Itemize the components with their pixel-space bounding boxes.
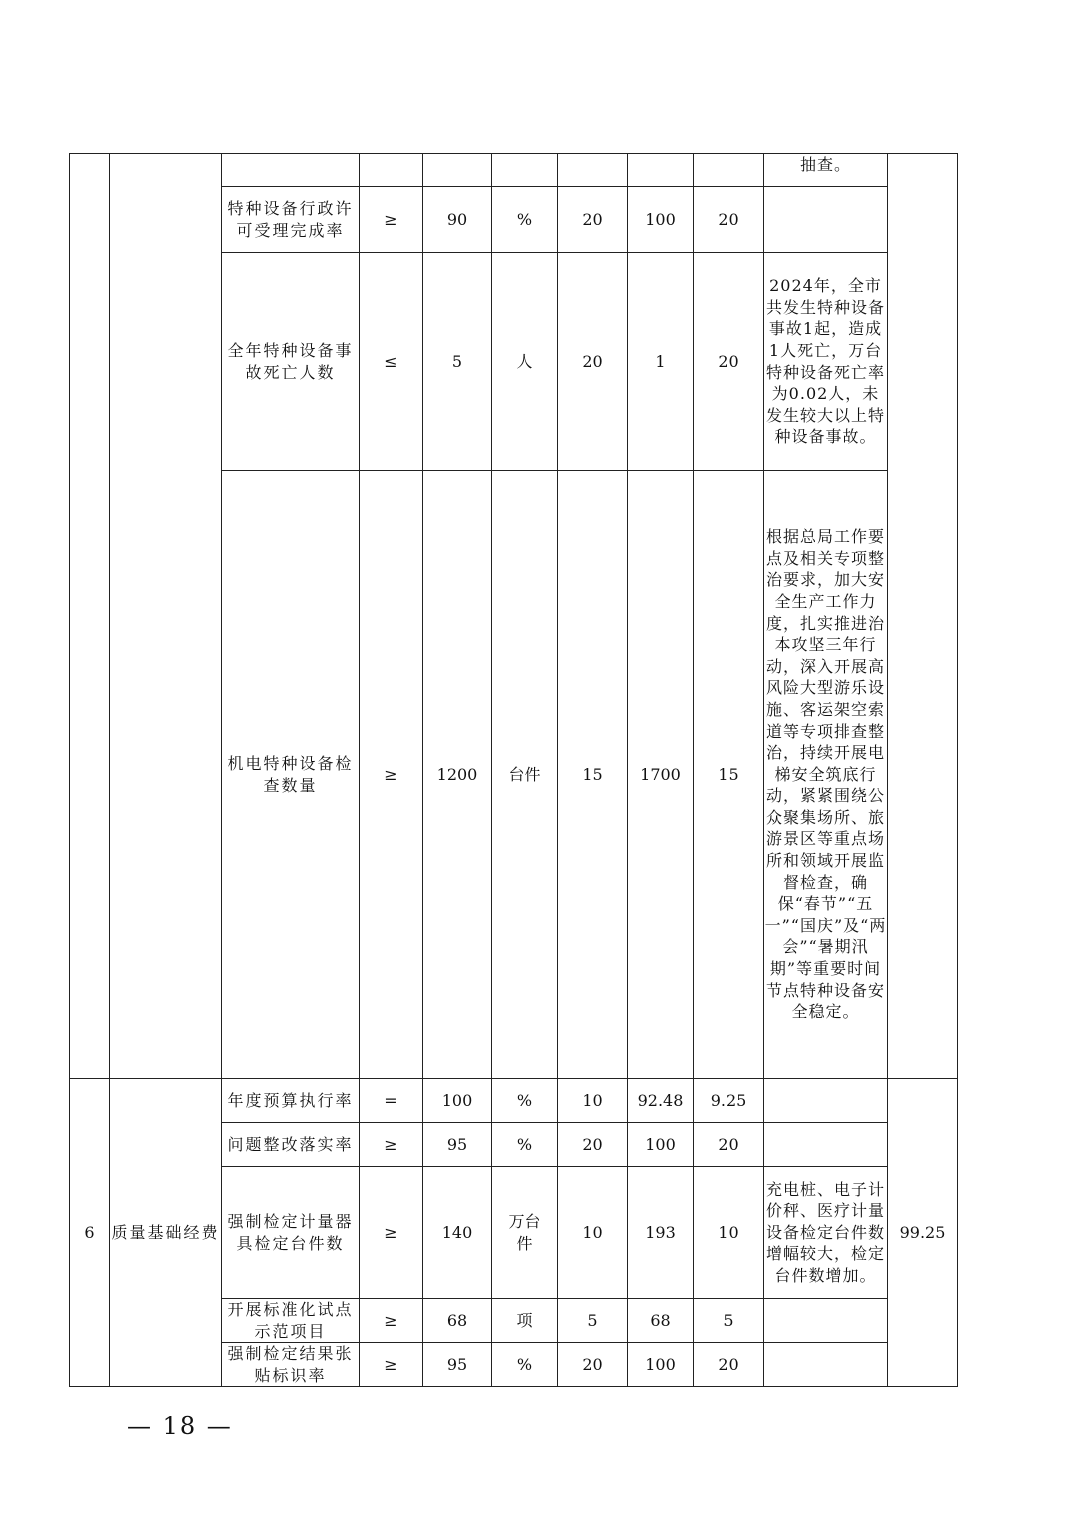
indicator-cell: 开展标准化试点示范项目 bbox=[222, 1299, 360, 1343]
operator-cell: ≥ bbox=[360, 1343, 423, 1387]
actual-cell: 100 bbox=[628, 1343, 694, 1387]
table-row bbox=[70, 1079, 958, 1123]
actual-cell: 1700 bbox=[628, 471, 694, 1079]
target-cell: 1200 bbox=[423, 471, 492, 1079]
note-cell bbox=[764, 1079, 888, 1123]
target-cell: 5 bbox=[423, 253, 492, 471]
score-cell: 9.25 bbox=[694, 1079, 764, 1123]
weight-cell: 5 bbox=[558, 1299, 628, 1343]
row-number-cell bbox=[70, 154, 110, 1079]
note-cell: 根据总局工作要点及相关专项整治要求，加大安全生产工作力度，扎实推进治本攻坚三年行动，深入开展高风险大型游乐设施、客运架空索道等专项排查整治，持续开展电梯安全筑底行动，紧紧围绕公众聚集场所、旅游景区等重点场所和领域开展监督检查，确保“春节”“五一”“国庆”及“两会”“暑期汛期”等重要时间节点特种设备安全稳定。 bbox=[764, 471, 888, 1079]
score-cell: 20 bbox=[694, 1343, 764, 1387]
indicator-cell: 问题整改落实率 bbox=[222, 1123, 360, 1167]
operator-cell: ≤ bbox=[360, 253, 423, 471]
table-row bbox=[70, 154, 958, 187]
operator-cell: = bbox=[360, 1079, 423, 1123]
unit-cell: % bbox=[492, 1123, 558, 1167]
note-cell bbox=[764, 187, 888, 253]
unit-cell: % bbox=[492, 1343, 558, 1387]
unit-cell: 人 bbox=[492, 253, 558, 471]
actual-cell: 193 bbox=[628, 1167, 694, 1299]
indicator-cell bbox=[222, 154, 360, 187]
indicator-cell: 特种设备行政许可受理完成率 bbox=[222, 187, 360, 253]
target-cell: 68 bbox=[423, 1299, 492, 1343]
weight-cell: 20 bbox=[558, 253, 628, 471]
project-name-cell bbox=[110, 154, 222, 1079]
operator-cell: ≥ bbox=[360, 1167, 423, 1299]
weight-cell: 20 bbox=[558, 1343, 628, 1387]
actual-cell: 68 bbox=[628, 1299, 694, 1343]
weight-cell: 10 bbox=[558, 1167, 628, 1299]
target-cell: 90 bbox=[423, 187, 492, 253]
weight-cell: 20 bbox=[558, 187, 628, 253]
score-cell: 10 bbox=[694, 1167, 764, 1299]
score-cell: 20 bbox=[694, 253, 764, 471]
note-cell bbox=[764, 1343, 888, 1387]
note-cell: 2024年，全市共发生特种设备事故1起，造成1人死亡，万台特种设备死亡率为0.02人，未发生较大以上特种设备事故。 bbox=[764, 253, 888, 471]
target-cell: 95 bbox=[423, 1343, 492, 1387]
unit-cell: 项 bbox=[492, 1299, 558, 1343]
total-score-cell bbox=[888, 154, 958, 1079]
score-cell: 5 bbox=[694, 1299, 764, 1343]
operator-cell: ≥ bbox=[360, 1123, 423, 1167]
project-name-cell: 质量基础经费 bbox=[110, 1079, 222, 1387]
score-cell: 20 bbox=[694, 187, 764, 253]
target-cell: 140 bbox=[423, 1167, 492, 1299]
unit-cell: % bbox=[492, 187, 558, 253]
weight-cell: 10 bbox=[558, 1079, 628, 1123]
indicator-cell: 强制检定结果张贴标识率 bbox=[222, 1343, 360, 1387]
note-cell: 充电桩、电子计价秤、医疗计量设备检定台件数增幅较大，检定台件数增加。 bbox=[764, 1167, 888, 1299]
indicator-cell: 强制检定计量器具检定台件数 bbox=[222, 1167, 360, 1299]
row-number-cell: 6 bbox=[70, 1079, 110, 1387]
total-score-cell: 99.25 bbox=[888, 1079, 958, 1387]
score-cell: 20 bbox=[694, 1123, 764, 1167]
actual-cell: 100 bbox=[628, 187, 694, 253]
note-cell bbox=[764, 1123, 888, 1167]
operator-cell: ≥ bbox=[360, 1299, 423, 1343]
actual-cell: 100 bbox=[628, 1123, 694, 1167]
note-cell: 抽查。 bbox=[764, 154, 888, 187]
actual-cell: 1 bbox=[628, 253, 694, 471]
unit-cell: 万台件 bbox=[492, 1167, 558, 1299]
target-cell: 95 bbox=[423, 1123, 492, 1167]
indicator-cell: 机电特种设备检查数量 bbox=[222, 471, 360, 1079]
indicator-cell: 年度预算执行率 bbox=[222, 1079, 360, 1123]
page-number: — 18 — bbox=[127, 1412, 233, 1440]
score-cell: 15 bbox=[694, 471, 764, 1079]
operator-cell: ≥ bbox=[360, 471, 423, 1079]
unit-cell: 台件 bbox=[492, 471, 558, 1079]
performance-table bbox=[69, 153, 958, 1387]
note-cell bbox=[764, 1299, 888, 1343]
unit-cell: % bbox=[492, 1079, 558, 1123]
weight-cell: 20 bbox=[558, 1123, 628, 1167]
operator-cell: ≥ bbox=[360, 187, 423, 253]
weight-cell: 15 bbox=[558, 471, 628, 1079]
target-cell: 100 bbox=[423, 1079, 492, 1123]
actual-cell: 92.48 bbox=[628, 1079, 694, 1123]
indicator-cell: 全年特种设备事故死亡人数 bbox=[222, 253, 360, 471]
